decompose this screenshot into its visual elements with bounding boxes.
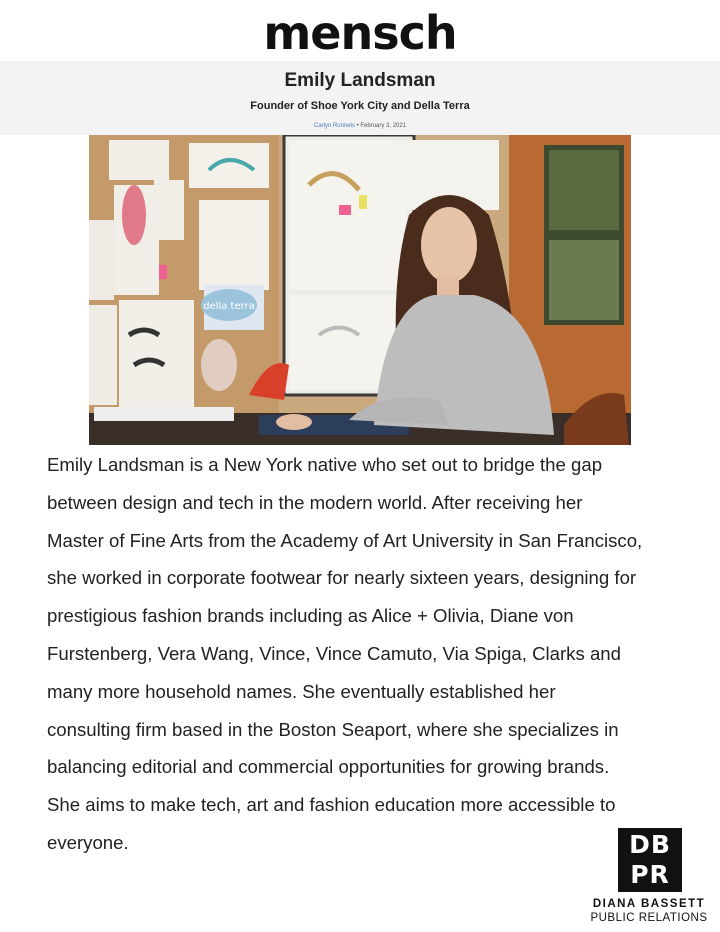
byline-separator: • — [354, 123, 361, 129]
bio-line: balancing editorial and commercial opportunities for growing brands. — [47, 756, 610, 778]
bio-line: she worked in corporate footwear for nearly sixteen years, designing for — [47, 567, 637, 589]
agency-subtitle: PUBLIC RELATIONS — [590, 912, 708, 924]
bio-line: Master of Fine Arts from the Academy of Art University in San Francisco, — [47, 529, 643, 551]
bio-line: prestigious fashion brands including as Alice + Olivia, Diane von — [47, 605, 574, 627]
publication-logo[interactable]: mensch — [263, 6, 457, 60]
board-label: della terra — [203, 301, 255, 312]
bio-line: everyone. — [47, 831, 129, 853]
bio-line: many more household names. She eventually established her — [47, 680, 556, 702]
byline — [0, 123, 720, 129]
profile-title: Founder of Shoe York City and Della Terra — [250, 100, 470, 112]
agency-mark-top: DB — [629, 830, 671, 859]
bio-line: between design and tech in the modern world. After receiving her — [47, 491, 583, 513]
bio-text — [47, 446, 717, 862]
profile-photo — [89, 135, 631, 445]
bio-line: Emily Landsman is a New York native who set out to bridge the gap — [47, 454, 603, 475]
profile-name: Emily Landsman — [284, 70, 436, 91]
agency-logo[interactable] — [578, 828, 720, 932]
byline-author[interactable]: Carlyn Runnels — [313, 123, 355, 129]
bio-line: consulting firm based in the Boston Seaport, where she specializes in — [47, 718, 619, 740]
agency-name: DIANA BASSETT — [592, 898, 706, 910]
bio-line: Furstenberg, Vera Wang, Vince, Vince Camuto, Via Spiga, Clarks and — [47, 642, 621, 664]
agency-mark — [618, 828, 682, 892]
photo-illustration — [89, 135, 631, 445]
agency-mark-bottom: PR — [630, 860, 670, 889]
bio-line: She aims to make tech, art and fashion education more accessible to — [47, 794, 616, 816]
byline-date: February 3, 2021 — [360, 123, 407, 129]
